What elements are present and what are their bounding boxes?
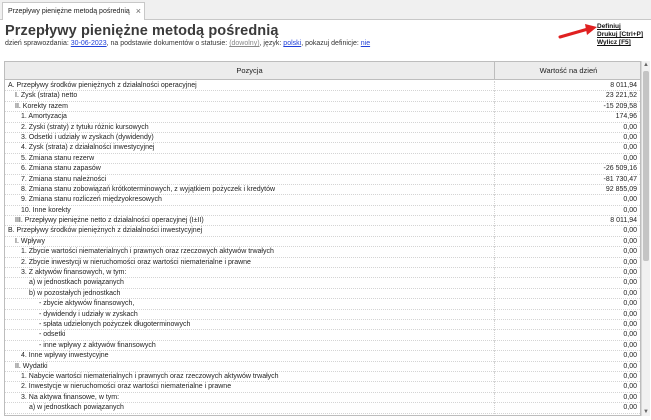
row-label: II. Wydatki: [5, 362, 495, 372]
define-link[interactable]: Definiuj: [597, 23, 621, 30]
table-row[interactable]: [5, 362, 641, 372]
row-value: 0,00: [623, 383, 637, 391]
row-label: 4. Zysk (strata) z działalności inwestycyjnej: [5, 143, 495, 153]
table-row[interactable]: [5, 102, 641, 112]
row-value: 0,00: [623, 258, 637, 266]
row-label: 5. Zmiana stanu rezerw: [5, 154, 495, 164]
report-date-label: dzień sprawozdania:: [5, 40, 69, 47]
vertical-scrollbar[interactable]: [641, 61, 650, 416]
row-value: 0,00: [623, 248, 637, 256]
show-definitions-link[interactable]: nie: [360, 40, 371, 47]
row-value: 0,00: [623, 372, 637, 380]
status-link[interactable]: (dowolny): [229, 40, 260, 47]
table-row[interactable]: [5, 247, 641, 257]
row-value: 0,00: [623, 133, 637, 141]
table-row[interactable]: [5, 175, 641, 185]
row-value: 0,00: [623, 352, 637, 360]
table-header: [5, 62, 641, 80]
row-label: a) w jednostkach powiązanych: [5, 278, 495, 288]
row-value: 0,00: [623, 227, 637, 235]
table-row[interactable]: [5, 330, 641, 340]
table-row[interactable]: [5, 133, 641, 143]
row-value: 8 011,94: [610, 82, 637, 89]
table-row[interactable]: [5, 351, 641, 361]
row-label: 9. Zmiana stanu rozliczeń międzyokresowych: [5, 195, 495, 205]
table-row[interactable]: [5, 164, 641, 174]
row-value: 23 221,52: [605, 92, 637, 100]
table-row[interactable]: [5, 258, 641, 268]
row-value: 92 855,09: [605, 185, 637, 193]
row-value: 0,00: [623, 154, 637, 162]
row-label: 4. Inne wpływy inwestycyjne: [5, 351, 495, 361]
row-value: 0,00: [623, 331, 637, 339]
row-label: - inne wpływy z aktywów finansowych: [5, 341, 495, 351]
row-label: - zbycie aktywów finansowych,: [5, 299, 495, 309]
row-label: 8. Zmiana stanu zobowiązań krótkoterminowych, z wyjątkiem pożyczek i kredytów: [5, 185, 495, 195]
row-value: 0,00: [623, 196, 637, 204]
table-row[interactable]: [5, 226, 641, 236]
row-label: 2. Zbycie inwestycji w nieruchomości oraz wartości niematerialne i prawne: [5, 258, 495, 268]
row-value: -26 509,16: [603, 165, 637, 173]
row-label: 2. Inwestycje w nieruchomości oraz wartości niematerialne i prawne: [5, 382, 495, 392]
row-value: 0,00: [623, 310, 637, 318]
close-icon[interactable]: ×: [135, 6, 141, 16]
table-row[interactable]: [5, 382, 641, 392]
tab-label: Przepływy pieniężne metodą pośrednią: [8, 8, 130, 15]
row-label: - spłata udzielonych pożyczek długoterminowych: [5, 320, 495, 330]
row-value: 0,00: [623, 144, 637, 152]
scroll-up-icon[interactable]: ▲: [643, 62, 649, 68]
table-row[interactable]: [5, 310, 641, 320]
row-value: -81 730,47: [603, 175, 637, 183]
row-value: 0,00: [623, 206, 637, 214]
row-value: 0,00: [623, 393, 637, 401]
language-link[interactable]: polski: [283, 40, 302, 47]
row-label: 2. Zyski (straty) z tytułu różnic kursowych: [5, 123, 495, 133]
table-row[interactable]: [5, 299, 641, 309]
table-row[interactable]: [5, 195, 641, 205]
table-body: [5, 81, 641, 414]
table-row[interactable]: [5, 393, 641, 403]
table-row[interactable]: [5, 237, 641, 247]
table-row[interactable]: [5, 91, 641, 101]
table-row[interactable]: [5, 216, 641, 226]
table-row[interactable]: [5, 372, 641, 382]
row-label: 1. Zbycie wartości niematerialnych i prawnych oraz rzeczowych aktywów trwałych: [5, 247, 495, 257]
row-label: II. Korekty razem: [5, 102, 495, 112]
row-label: 6. Zmiana stanu zapasów: [5, 164, 495, 174]
row-label: I. Zysk (strata) netto: [5, 91, 495, 101]
row-label: a) w jednostkach powiązanych: [5, 403, 495, 413]
language-label: , język:: [259, 40, 282, 47]
table-row[interactable]: [5, 112, 641, 122]
row-value: 0,00: [623, 362, 637, 370]
table-row[interactable]: [5, 341, 641, 351]
report-date-link[interactable]: 30-06-2023: [70, 40, 107, 47]
table-row[interactable]: [5, 289, 641, 299]
scroll-down-icon[interactable]: ▼: [643, 409, 649, 415]
scroll-thumb[interactable]: [643, 71, 649, 261]
row-label: B. Przepływy środków pieniężnych z działalności inwestycyjnej: [5, 226, 495, 236]
row-label: - odsetki: [5, 330, 495, 340]
row-value: 8 011,94: [610, 217, 637, 225]
status-label: , na podstawie dokumentów o statusie:: [106, 40, 228, 47]
row-value: 0,00: [623, 279, 637, 287]
action-links: [597, 23, 643, 48]
page-title: Przepływy pieniężne metodą pośrednią: [5, 23, 279, 39]
calculate-link[interactable]: Wylicz [F5]: [597, 39, 631, 47]
table-row[interactable]: [5, 123, 641, 133]
tab-cash-flow[interactable]: [2, 2, 145, 20]
row-label: 3. Z aktywów finansowych, w tym:: [5, 268, 495, 278]
table-row[interactable]: [5, 278, 641, 288]
table-row[interactable]: [5, 320, 641, 330]
row-label: b) w pozostałych jednostkach: [5, 289, 495, 299]
table-row[interactable]: [5, 81, 641, 91]
row-label: 3. Odsetki i udziały w zyskach (dywidendy): [5, 133, 495, 143]
table-row[interactable]: [5, 185, 641, 195]
row-label: 1. Amortyzacja: [5, 112, 495, 122]
row-value: -15 209,58: [603, 102, 637, 110]
row-label: 3. Na aktywa finansowe, w tym:: [5, 393, 495, 403]
column-header-value[interactable]: Wartość na dzień: [539, 66, 598, 75]
table-row[interactable]: [5, 143, 641, 153]
row-label: - dywidendy i udziały w zyskach: [5, 310, 495, 320]
row-label: III. Przepływy pieniężne netto z działalności operacyjnej (I±II): [5, 216, 495, 226]
row-label: 10. Inne korekty: [5, 206, 495, 216]
row-label: A. Przepływy środków pieniężnych z działalności operacyjnej: [5, 81, 495, 91]
row-value: 0,00: [623, 237, 637, 245]
column-header-position[interactable]: Pozycja: [5, 62, 495, 80]
table-row[interactable]: [5, 403, 641, 413]
table-row[interactable]: [5, 206, 641, 216]
row-value: 0,00: [623, 123, 637, 131]
row-value: 0,00: [623, 289, 637, 297]
cash-flow-table: [4, 61, 641, 416]
row-value: 0,00: [623, 404, 637, 412]
row-label: 1. Nabycie wartości niematerialnych i prawnych oraz rzeczowych aktywów trwałych: [5, 372, 495, 382]
tab-bar: [0, 0, 651, 20]
row-label: I. Wpływy: [5, 237, 495, 247]
row-value: 0,00: [623, 269, 637, 277]
show-definitions-label: , pokazuj definicje:: [301, 40, 359, 47]
row-value: 0,00: [623, 341, 637, 349]
row-value: 0,00: [623, 320, 637, 328]
table-row[interactable]: [5, 268, 641, 278]
report-parameters: [5, 40, 370, 47]
print-link[interactable]: Drukuj [Ctrl+P]: [597, 31, 644, 39]
table-row[interactable]: [5, 154, 641, 164]
red-arrow-icon: [558, 24, 600, 40]
row-value: 0,00: [623, 300, 637, 308]
row-value: 174,96: [615, 113, 637, 121]
row-label: 7. Zmiana stanu należności: [5, 175, 495, 185]
